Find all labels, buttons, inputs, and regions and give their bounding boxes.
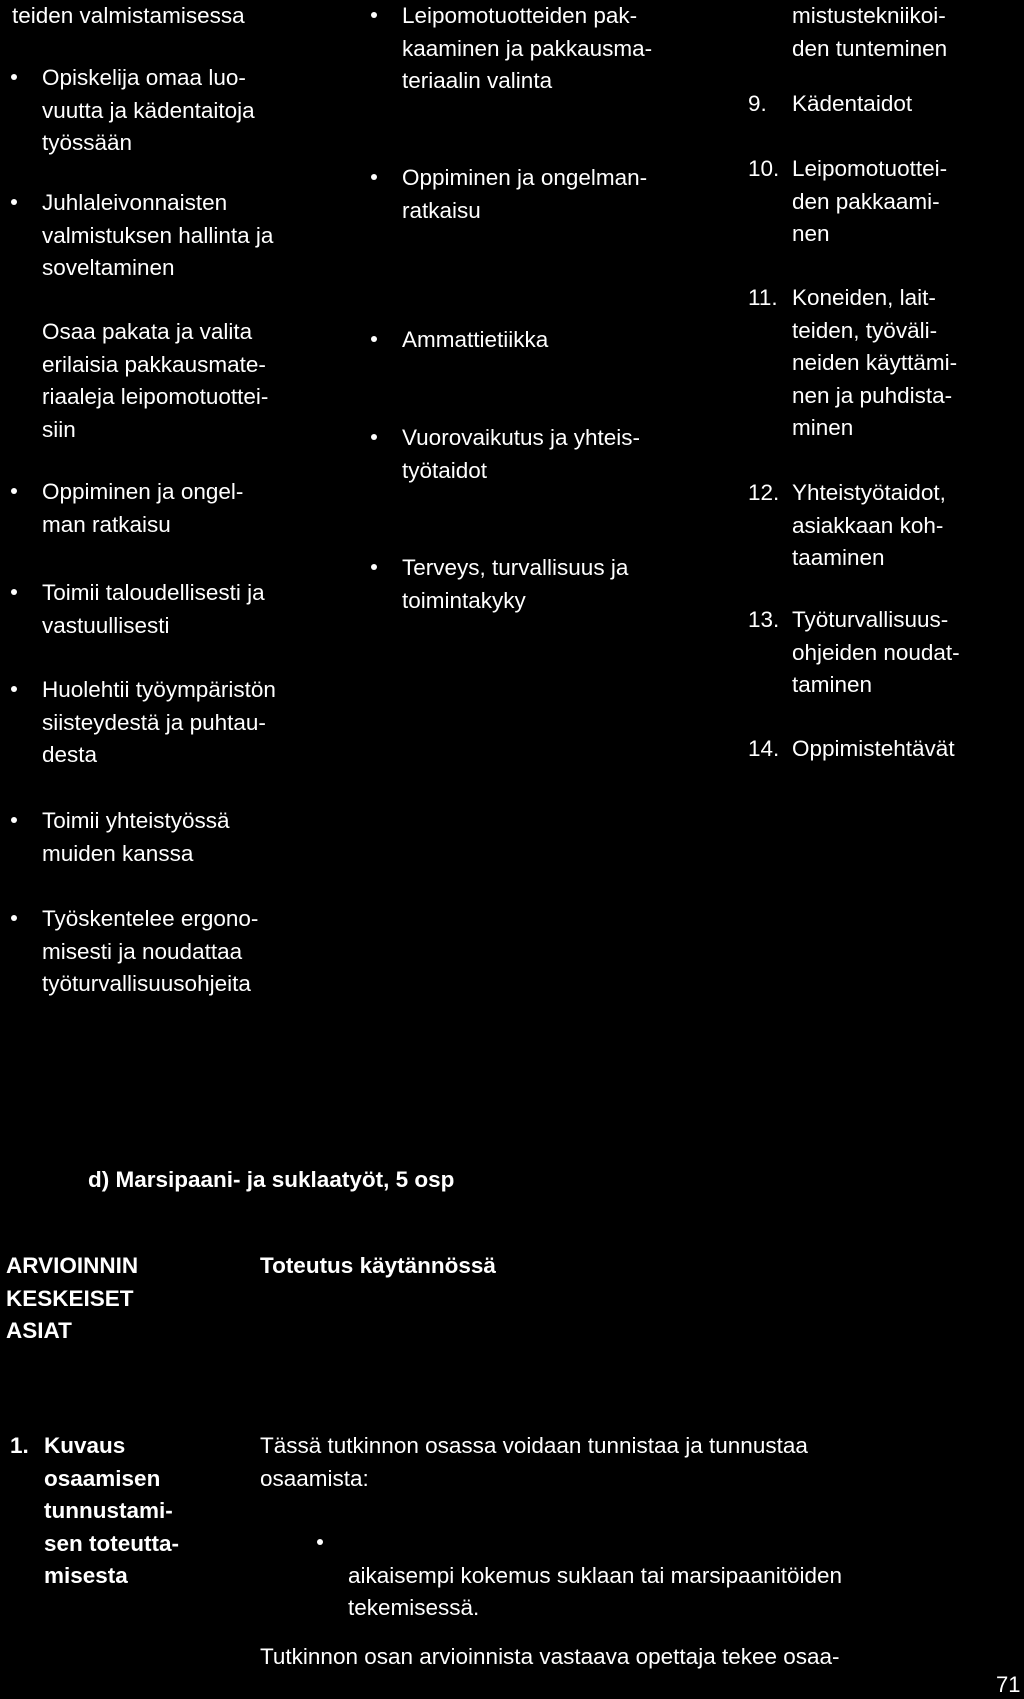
bullet-icon bbox=[371, 174, 377, 180]
section-heading: d) Marsipaani- ja suklaatyöt, 5 osp bbox=[88, 1167, 455, 1192]
row-body-text: Tutkinnon osan arvioinnista vastaava opettaja tekee osaa- bbox=[260, 1644, 840, 1669]
row-intro-text: Tässä tutkinnon osassa voidaan tunnistaa ja tunnustaa osaamista: bbox=[260, 1433, 808, 1491]
bullet-icon bbox=[11, 199, 17, 205]
list-item: Juhlaleivonnaisten valmistuksen hallinta ja soveltaminen bbox=[42, 187, 273, 285]
list-item: Terveys, turvallisuus ja toimintakyky bbox=[402, 552, 628, 617]
bullet-icon bbox=[11, 74, 17, 80]
col3-continued-text: mistustekniikoi- den tunteminen bbox=[792, 3, 948, 61]
bullet-icon bbox=[371, 12, 377, 18]
list-item: Ammattietiikka bbox=[402, 324, 548, 357]
column-header-implementation: Toteutus käytännössä bbox=[260, 1253, 496, 1278]
bullet-icon bbox=[11, 817, 17, 823]
row-label: Kuvaus osaamisen tunnustami- sen toteutta- misesta bbox=[44, 1433, 179, 1588]
list-item: Työskentelee ergono- misesti ja noudattaa työturvallisuusohjeita bbox=[42, 903, 258, 1001]
list-item: Opiskelija omaa luo- vuutta ja kädentaitoja työssään bbox=[42, 62, 255, 160]
list-item: Oppiminen ja ongel- man ratkaisu bbox=[42, 476, 243, 541]
column-header-criteria: ARVIOINNIN KESKEISET ASIAT bbox=[6, 1253, 139, 1343]
list-item: Toimii taloudellisesti ja vastuullisesti bbox=[42, 577, 265, 642]
bullet-icon bbox=[11, 686, 17, 692]
bullet-icon bbox=[371, 434, 377, 440]
bullet-icon bbox=[11, 915, 17, 921]
page-number: 71 bbox=[996, 1672, 1021, 1697]
bullet-icon bbox=[11, 589, 17, 595]
row-number: 1. bbox=[10, 1433, 29, 1458]
list-item: Toimii yhteistyössä muiden kanssa bbox=[42, 805, 230, 870]
bullet-icon bbox=[317, 1539, 323, 1545]
list-item: aikaisempi kokemus suklaan tai marsipaanitöiden tekemisessä. bbox=[348, 1527, 1008, 1625]
list-item: Leipomotuotteiden pak- kaaminen ja pakkausma- teriaalin valinta bbox=[402, 0, 652, 98]
list-item: Huolehtii työympäristön siisteydestä ja puhtau- desta bbox=[42, 674, 276, 772]
col1-continued-text: teiden valmistamisessa bbox=[12, 3, 245, 28]
list-item: Oppiminen ja ongelman- ratkaisu bbox=[402, 162, 647, 227]
list-item: Osaa pakata ja valita erilaisia pakkausmate- riaaleja leipomotuottei- siin bbox=[42, 319, 269, 442]
list-item: Vuorovaikutus ja yhteis- työtaidot bbox=[402, 422, 640, 487]
bullet-icon bbox=[11, 488, 17, 494]
bullet-icon bbox=[371, 564, 377, 570]
bullet-icon bbox=[371, 336, 377, 342]
